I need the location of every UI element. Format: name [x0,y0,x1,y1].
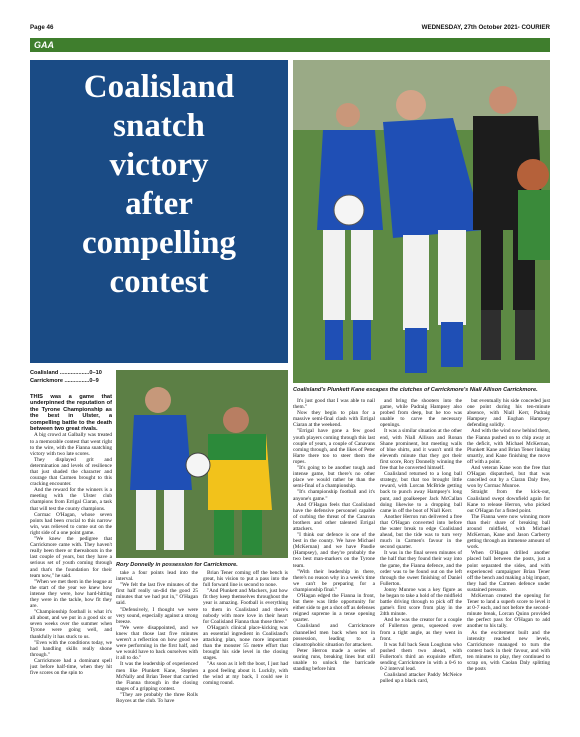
headline [30,60,288,363]
article-paragraph: It's just good that I was able to nail them." [293,398,375,411]
article-column [30,394,112,729]
publication-date: WEDNESDAY, 27th October 2021- COURIER [421,24,550,31]
secondary-photo-illustration [116,370,288,558]
article-column [380,398,462,730]
article-paragraph: Straight from the kick-out, Coalisland swept downfield again for Kane to release Herron, who picked out O'Hagan for a fisted point. [467,489,550,514]
article-paragraph: "They are probably the three Rolls Royces at the club. To have [116,691,198,704]
article-paragraph: And veteran Kane won the free that O'Hagan dispatched, but that was cancelled out by a Ciaran Daly free, won by Cormac Munroe. [467,465,550,490]
article-paragraph: "I think our defence is one of the best in the county. We have Michael (McKernan) and we have Paudie (Hampsey), and they're probably the two best man-markers on the Tyrone team. [293,532,375,569]
article-paragraph: A big crowd at Galbally was treated to a memorable contest that went right to the wire, with the Fianna snatching victory with two late scores. [30,432,112,457]
article-column [467,398,550,730]
article-paragraph: "We knew the pedigree that Carrickmore came with. They haven't really been there or thereabouts in the last couple of years, but they have a serious set of youth coming through and that's the foundation for their team now," he said. [30,536,112,579]
headline-line: victory [109,147,209,183]
article-paragraph: Brian Tener coming off the bench is great, his vision to put a pass into the full forward line is second to none. [203,570,288,589]
secondary-photo-caption: Rory Donnelly in possession for Carrickmore. [116,562,238,568]
article-paragraph: It was the leadership of experienced men like Plunkett Kane, Stephen McNally and Brian Tener that carried the Fianna through in the closing stages of a gripping contest. [116,661,198,692]
article-paragraph: As the excitement built and the intensity reached new levels, Carrickmore managed to turn the contest back in their favour, and with ten minutes to play, they continued to scrap on, with Caolan Daly splitting the posts [467,629,550,673]
article-paragraph: "When we met them in the league at the start of the year we knew how intense they were, how hard-hitting they were in the tackle, how fit they are. [30,578,112,610]
article-paragraph: Carrickmore had a dominant spell just before half-time, when they hit five scores on the spin to [30,657,112,677]
article-paragraph: O'Hagan's clinical place-kicking was an essential ingredient in Coalisland's attacking plan, none more important than the monster 55 metre effort that brought his side level in the closing stages. [203,624,288,662]
headline-line: compelling [82,225,236,261]
article-paragraph: Coalisland attacker Paddy McNeice pulled up a black card, [380,672,462,685]
main-photo-caption: Coalisland's Plunkett Kane escapes the clutches of Carrickmore's Niall Allison Carrickmore. [293,387,538,393]
article-paragraph: And O'Hagan feels that Coalisland have the defensive personnel capable of curbing the threat of the Canavan brothers and other talented Errigal attackers. [293,501,375,532]
article-paragraph: Cormac O'Hagan, whose seven points had been crucial to this narrow win, was relieved to come out on the right side of a one point game. [30,511,112,536]
headline-line: Coalisland [83,69,235,105]
article-paragraph: "It's championship football and it's anyone's game." [293,489,375,502]
article-paragraph: but eventually his side conceded just one point during his ten-minute absence, with Niall Kerr, Padraig Hampsey and Eoghan Hampsey defending solidly. [467,398,550,429]
article-paragraph: When O'Hagan drilled another placed ball between the posts, just a point separated the sides, and with experienced campaigner Brian Tener off the bench and making a big impact, they had the Carmen defence under sustained pressure. [467,550,550,593]
article-column [116,570,198,730]
article-paragraph: And he was the creator for a couple of Fullerton gems, squeezed over from a tight angle, as they went in front. [380,617,462,642]
article-paragraph: THIS was a game that underpinned the reputation of the Tyrone Championship as the best in Ulster, a compelling battle to the death between two great rivals. [30,394,112,433]
article-paragraph: Jonny Munroe was a key figure as he began to take a hold of the midfield battle driving through to pick off the game's first score from play in the 24th minute. [380,586,462,618]
article-paragraph: "With their leadership in there, there's no reason why in a week's time we can't be preparing for a championship final." [293,568,375,593]
article-paragraph: take a four points lead into the interval. [116,570,198,583]
article-paragraph: They displayed grit and determination and levels of resilience that just shaded the character and courage that Carmen brought to this cracking encounter. [30,456,112,488]
article-paragraph: "As soon as it left the boot, I just had a good feeling about it. Luckily, with the wind at my back, I could see it coming round. [203,661,288,686]
section-bar: GAA [30,38,550,52]
article-paragraph: It was full back Sean Loughran who pushed them two ahead, with Fullerton's third an exquisite effort, sending Carrickmore in with a 0-6 to 0-2 interval lead. [380,641,462,673]
article-paragraph: McKernan created the opening for Tener to land a superb score to level it at 0-7 each, and not before the second-minute break, Lorcan Quinn provided the perfect pass for O'Hagan to add another to his tally. [467,593,550,630]
article-paragraph: The Fianna were now winning more than their share of breaking ball around midfield, with Michael McKernan, Kane and Jason Carberry getting through an immense amount of work. [467,513,550,551]
article-paragraph: Coalisland returned to a long ball strategy, but that too brought little reward, with Lorcan McBride getting back to punch away Hampsey's long punt, and goalkeeper Jack McCallan doing likewise to a dropping ball came in off the boot of Niall Kerr. [380,471,462,514]
main-photo-illustration [293,60,550,383]
article-paragraph: Coalisland and Carrickmore channelled men back when not in possession, leading to a claustrophobic situation for attackers. [293,623,375,648]
article-paragraph: Now they begin to plan for a massive semi-final clash with Errigal Ciaran at the weekend. [293,410,375,429]
article-paragraph: "Errigal have gone a few good youth players coming through this last couple of years, a couple of Canavans coming through, and the likes of Peter Harte there too to steer them the ropes. [293,428,375,465]
headline-line: after [125,186,193,222]
article-paragraph: It was a similar situation at the other end, with Niall Allison and Ronan Shane prominent, but meeting walls of blue shirts, and it wasn't until the eleventh minute that they got their first score, Rory Donnelly winning the free that he converted himself. [380,428,462,472]
scoreline [30,370,112,386]
article-column [203,570,288,730]
article-paragraph: And the reward for the winners is a meeting with the Ulster club champions from Errigal Ciaran, a task that will test the county champions. [30,487,112,512]
headline-line: contest [109,264,209,300]
score-line: Carrickmore ................0–9 [30,378,99,384]
article-paragraph: "We were disappointed, and we knew that those last five minutes weren't a reflection on how good we were performing in the first half, and we would have to back ourselves with it all to do." [116,624,198,662]
headline-line: snatch [113,108,205,144]
article-paragraph: Another Herron run delivered a free that O'Hagan converted into before the water break to edge Coalisland ahead, but the tide was to turn very much in Carmen's favour in the second quarter. [380,513,462,551]
secondary-photo [116,370,288,558]
article-paragraph: Peter Herron made a series of searing runs, breaking lines but still unable to unlock the barricade standing before him [293,647,375,673]
article-paragraph: "It's going to be another tough and intense game, but there's no other place we would rather be than the semi-final of a championship. [293,465,375,490]
article-paragraph: And with the wind now behind them, the Fianna pushed on to chip away at the deficit, with Michael McKernan, Plunkett Kane and Brian Tener linking smartly, and Kane finishing the move off with a point. [467,428,550,465]
article-paragraph: "And Plunkett and Mackers, just how fit they keep themselves throughout the year is amazing. Football is everything to them in Coalisland and there's nobody with more love in their heart for Coalisland Fianna than those three." [203,588,288,625]
article-paragraph: "Defensively, I thought we were very sound, especially against a strong breeze. [116,606,198,625]
article-paragraph: O'Hagan edged the Fianna in front, but there was little opportunity for either side to get a shot off as defenses reigned supreme in a tense opening quarter. [293,593,375,624]
article-paragraph: It was in the final seven minutes of the half that they found their way into the game, the Fianna defence, and the order was to be found out on the left through the sweet finishing of Daniel Fullerton. [380,550,462,587]
main-photo [293,60,550,383]
article-paragraph: "Championship football is what it's all about, and we put in a good six or seven weeks over the summer when Tyrone were going well, and thankfully it has stuck to us. [30,609,112,640]
score-line: Coalisland ...................0–10 [30,370,102,376]
article-paragraph: and bring the shooters into the game, while Padraig Hampsey also probed from deep, but he too was unable to carve the necessary openings. [380,398,462,429]
page-header [30,22,550,34]
article-paragraph: "We felt the last five minutes of the first half really un-did the good 25 minutes that we had put in," O'Hagan said. [116,582,198,607]
article-paragraph: "Even with the conditions today, we had handling skills really shone through." [30,639,112,658]
article-column [293,398,375,730]
page-number: Page 46 [30,24,54,31]
